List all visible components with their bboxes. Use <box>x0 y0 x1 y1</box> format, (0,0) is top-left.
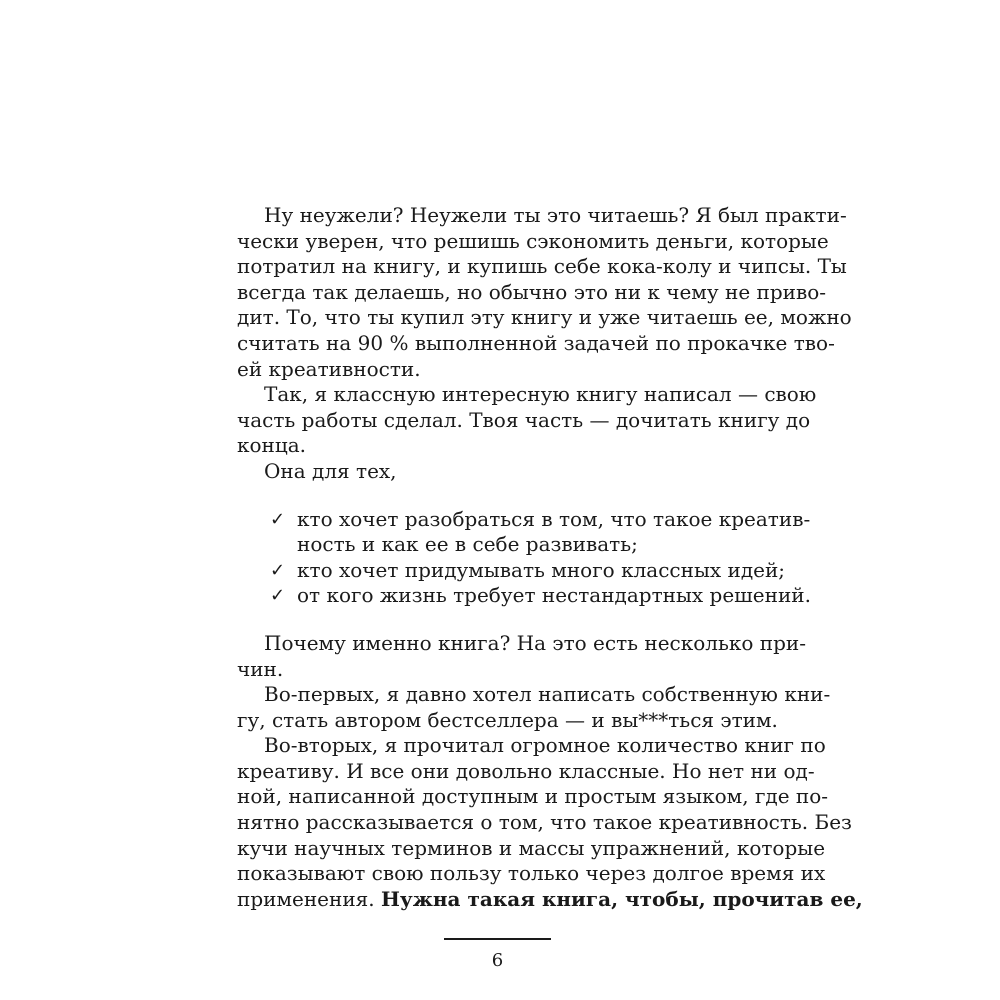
list-item-text: кто хочет разобраться в том, что такое креатив- <box>297 506 811 531</box>
text-line: считать на 90 % выполненной задачей по прокачке тво- <box>237 330 835 355</box>
checkmark-icon: ✓ <box>270 585 286 607</box>
text-line: всегда так делаешь, но обычно это ни к чему не приво- <box>237 279 827 304</box>
spacer <box>237 609 772 631</box>
text-line: креативу. И все они довольно классные. Но нет ни од- <box>237 758 815 783</box>
list-item <box>237 506 811 533</box>
text-line: чески уверен, что решишь сэкономить деньги, которые <box>237 228 829 253</box>
text-line: кучи научных терминов и массы упражнений, которые <box>237 835 826 860</box>
list-item-text: кто хочет придумывать много классных идей; <box>297 557 786 582</box>
list-item <box>237 557 786 584</box>
text-line: часть работы сделал. Твоя часть — дочитать книгу до <box>237 407 811 432</box>
text-line: показывают свою пользу только через долгое время их <box>237 861 826 886</box>
page-number: 6 <box>491 950 504 971</box>
list-item-continuation <box>237 532 772 558</box>
text-line <box>237 886 863 913</box>
text-line: Почему именно книга? На это есть несколько при- <box>264 630 807 655</box>
footer-divider <box>444 938 551 940</box>
spacer <box>237 485 772 507</box>
page-body-text <box>237 203 863 912</box>
text-line: дит. То, что ты купил эту книгу и уже читаешь ее, можно <box>237 305 852 330</box>
list-item-text: от кого жизнь требует нестандартных решений. <box>297 583 811 608</box>
list-item <box>237 583 811 609</box>
text-line: Ну неужели? Неужели ты это читаешь? Я был практи- <box>264 203 847 227</box>
text-line: конца. <box>237 433 307 458</box>
text-line: ей креативности. <box>237 356 421 381</box>
text-line: Она для тех, <box>264 458 397 483</box>
text-line: чин. <box>237 656 284 681</box>
text-line: гу, стать автором бестселлера — и вы***ться этим. <box>237 707 778 732</box>
text-line: Так, я классную интересную книгу написал — свою <box>264 382 817 407</box>
checkmark-icon: ✓ <box>270 508 286 530</box>
text-line: нятно рассказывается о том, что такое креативность. Без <box>237 810 852 835</box>
text-line: потратил на книгу, и купишь себе кока-колу и чипсы. Ты <box>237 254 847 279</box>
text-line: ной, написанной доступным и простым языком, где по- <box>237 784 829 809</box>
list-item-text: ность и как ее в себе развивать; <box>297 532 638 557</box>
checklist <box>237 506 811 609</box>
text-line: Во-вторых, я прочитал огромное количество книг по <box>264 733 826 758</box>
checkmark-icon: ✓ <box>270 559 286 581</box>
text-segment: применения. <box>237 886 382 911</box>
bold-text-segment: Нужна такая книга, чтобы, прочитав ее, <box>381 886 863 911</box>
text-line: Во-первых, я давно хотел написать собственную кни- <box>264 682 831 707</box>
